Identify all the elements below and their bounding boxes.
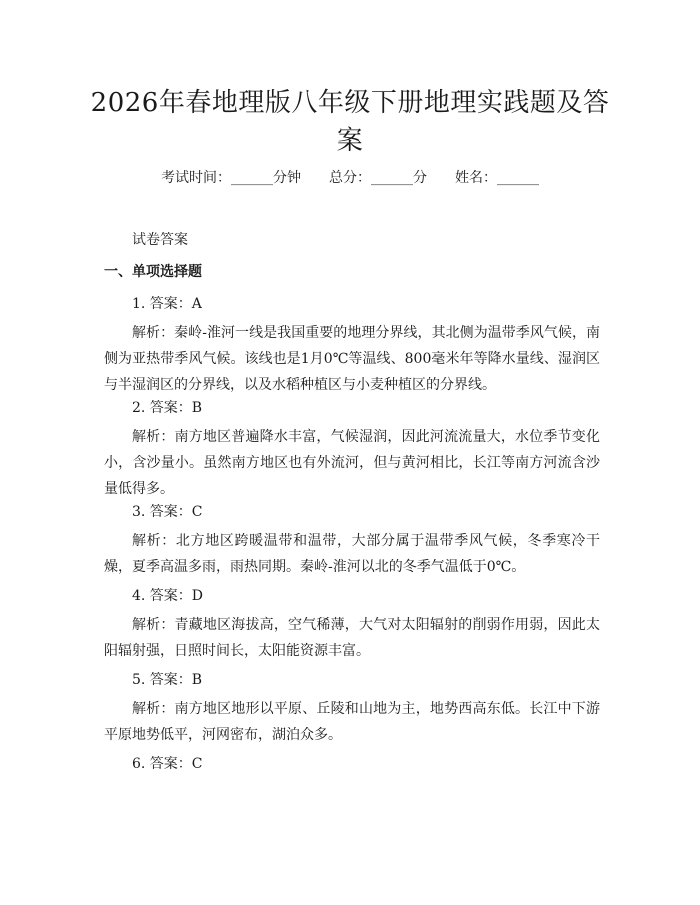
answer-line: 3. 答案：C [132, 504, 203, 520]
score-blank: ______ [371, 170, 413, 186]
exam-meta-line [0, 168, 700, 188]
answer-line: 2. 答案：B [132, 400, 203, 416]
time-unit: 分钟 [273, 170, 301, 186]
document-title: 2026年春地理版八年级下册地理实践题及答案 [90, 88, 610, 156]
part-heading: 一、单项选择题 [104, 264, 202, 280]
answer-line: 4. 答案：D [132, 588, 204, 604]
explanation-paragraph: 解析：青藏地区海拔高，空气稀薄，大气对太阳辐射的削弱作用弱，因此太阳辐射强，日照时间长，太阳能资源丰富。 [104, 617, 600, 659]
time-label: 考试时间： [161, 170, 231, 186]
explanation-paragraph: 解析：秦岭-淮河一线是我国重要的地理分界线，其北侧为温带季风气候，南侧为亚热带季风气候。该线也是1月0℃等温线、800毫米年等降水量线、湿润区与半湿润区的分界线，以及水稻种植区与小麦种植区的分界线。 [104, 325, 600, 393]
explanation-paragraph: 解析：南方地区普遍降水丰富，气候湿润，因此河流流量大，水位季节变化小，含沙量小。虽然南方地区也有外流河，但与黄河相比，长江等南方河流含沙量低得多。 [104, 429, 600, 497]
section-label: 试卷答案 [132, 232, 188, 248]
answer-line: 1. 答案：A [132, 296, 202, 312]
name-blank: ______ [497, 170, 539, 186]
name-label: 姓名： [455, 170, 497, 186]
answer-line: 5. 答案：B [132, 672, 203, 688]
time-blank: ______ [231, 170, 273, 186]
score-unit: 分 [413, 170, 427, 186]
explanation-paragraph: 解析：北方地区跨暖温带和温带，大部分属于温带季风气候，冬季寒冷干燥，夏季高温多雨，雨热同期。秦岭-淮河以北的冬季气温低于0℃。 [104, 533, 600, 575]
answer-line: 6. 答案：C [132, 756, 203, 772]
explanation-paragraph: 解析：南方地区地形以平原、丘陵和山地为主，地势西高东低。长江中下游平原地势低平，河网密布，湖泊众多。 [104, 701, 600, 743]
score-label: 总分： [329, 170, 371, 186]
